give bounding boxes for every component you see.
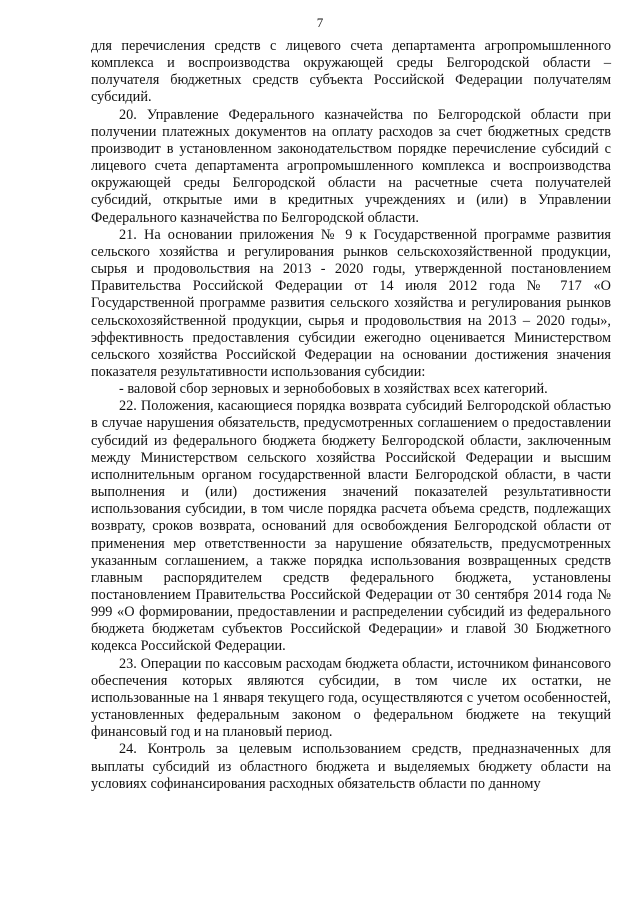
list-item-indicator: - валовой сбор зерновых и зернобобовых в хозяйствах всех категорий. xyxy=(119,381,548,398)
paragraph-22: 22. Положения, касающиеся порядка возврата субсидий Белгородской областью в случае нарушения обязательств, предусмотренных соглашением о предоставлении субсидий из федерального бюджета бюджету Белгородской области, заключенным между Министерством сельского хозяйства Российской Федерации и высшим исполнительным органом государственной власти Белгородской области, в части выполнения и (или) достижения значений показателей результативности использования субсидии, в том числе порядка расчета объема средств, подлежащих возврату, сроков возврата, оснований для освобождения Белгородской области от применения мер ответственности за нарушение обязательств, предусмотренных указанным соглашением, а также порядка использования возвращенных средств главным распорядителем средств федерального бюджета, установлены постановлением Правительства Российской Федерации от 30 сентября 2014 года № 999 «О формировании, предоставлении и распределении субсидий из федерального бюджета бюджетам субъектов Российской Федерации» и главой 30 Бюджетного кодекса Российской Федерации. xyxy=(91,398,611,655)
paragraph-21: 21. На основании приложения № 9 к Государственной программе развития сельского хозяйства и регулирования рынков сельскохозяйственной продукции, сырья и продовольствия на 2013 - 2020 годы, утвержденной постановлением Правительства Российской Федерации от 14 июля 2012 года № 717 «О Государственной программе развития сельского хозяйства и регулирования рынков сельскохозяйственной продукции, сырья и продовольствия на 2013 – 2020 годы», эффективность предоставления субсидии ежегодно оценивается Министерством сельского хозяйства Российской Федерации на основании достижения значения показателя результативности использования субсидии: xyxy=(91,226,611,380)
document-body xyxy=(91,38,611,793)
paragraph-23: 23. Операции по кассовым расходам бюджета области, источником финансового обеспечения которых являются субсидии, в том числе их остатки, не использованные на 1 января текущего года, осуществляются с учетом особенностей, установленных федеральным законом о федеральном бюджете на текущий финансовый год и на плановый период. xyxy=(91,655,611,741)
paragraph-20: 20. Управление Федерального казначейства по Белгородской области при получении платежных документов на оплату расходов за счет бюджетных средств производит в установленном законодательством порядке перечисление субсидий с лицевого счета департамента агропромышленного комплекса и воспроизводства окружающей среды Белгородской области на расчетные счета получателей субсидий, открытые ими в кредитных учреждениях и (или) в Управлении Федерального казначейства по Белгородской области. xyxy=(91,106,611,226)
paragraph-continuation: для перечисления средств с лицевого счета департамента агропромышленного комплекса и воспроизводства окружающей среды Белгородской области – получателя бюджетных средств субъекта Российской Федерации получателям субсидий. xyxy=(91,38,611,106)
page-number: 7 xyxy=(316,15,324,30)
paragraph-24: 24. Контроль за целевым использованием средств, предназначенных для выплаты субсидий из областного бюджета и выделяемых бюджету области на условиях софинансирования расходных обязательств области по данному xyxy=(91,741,611,792)
